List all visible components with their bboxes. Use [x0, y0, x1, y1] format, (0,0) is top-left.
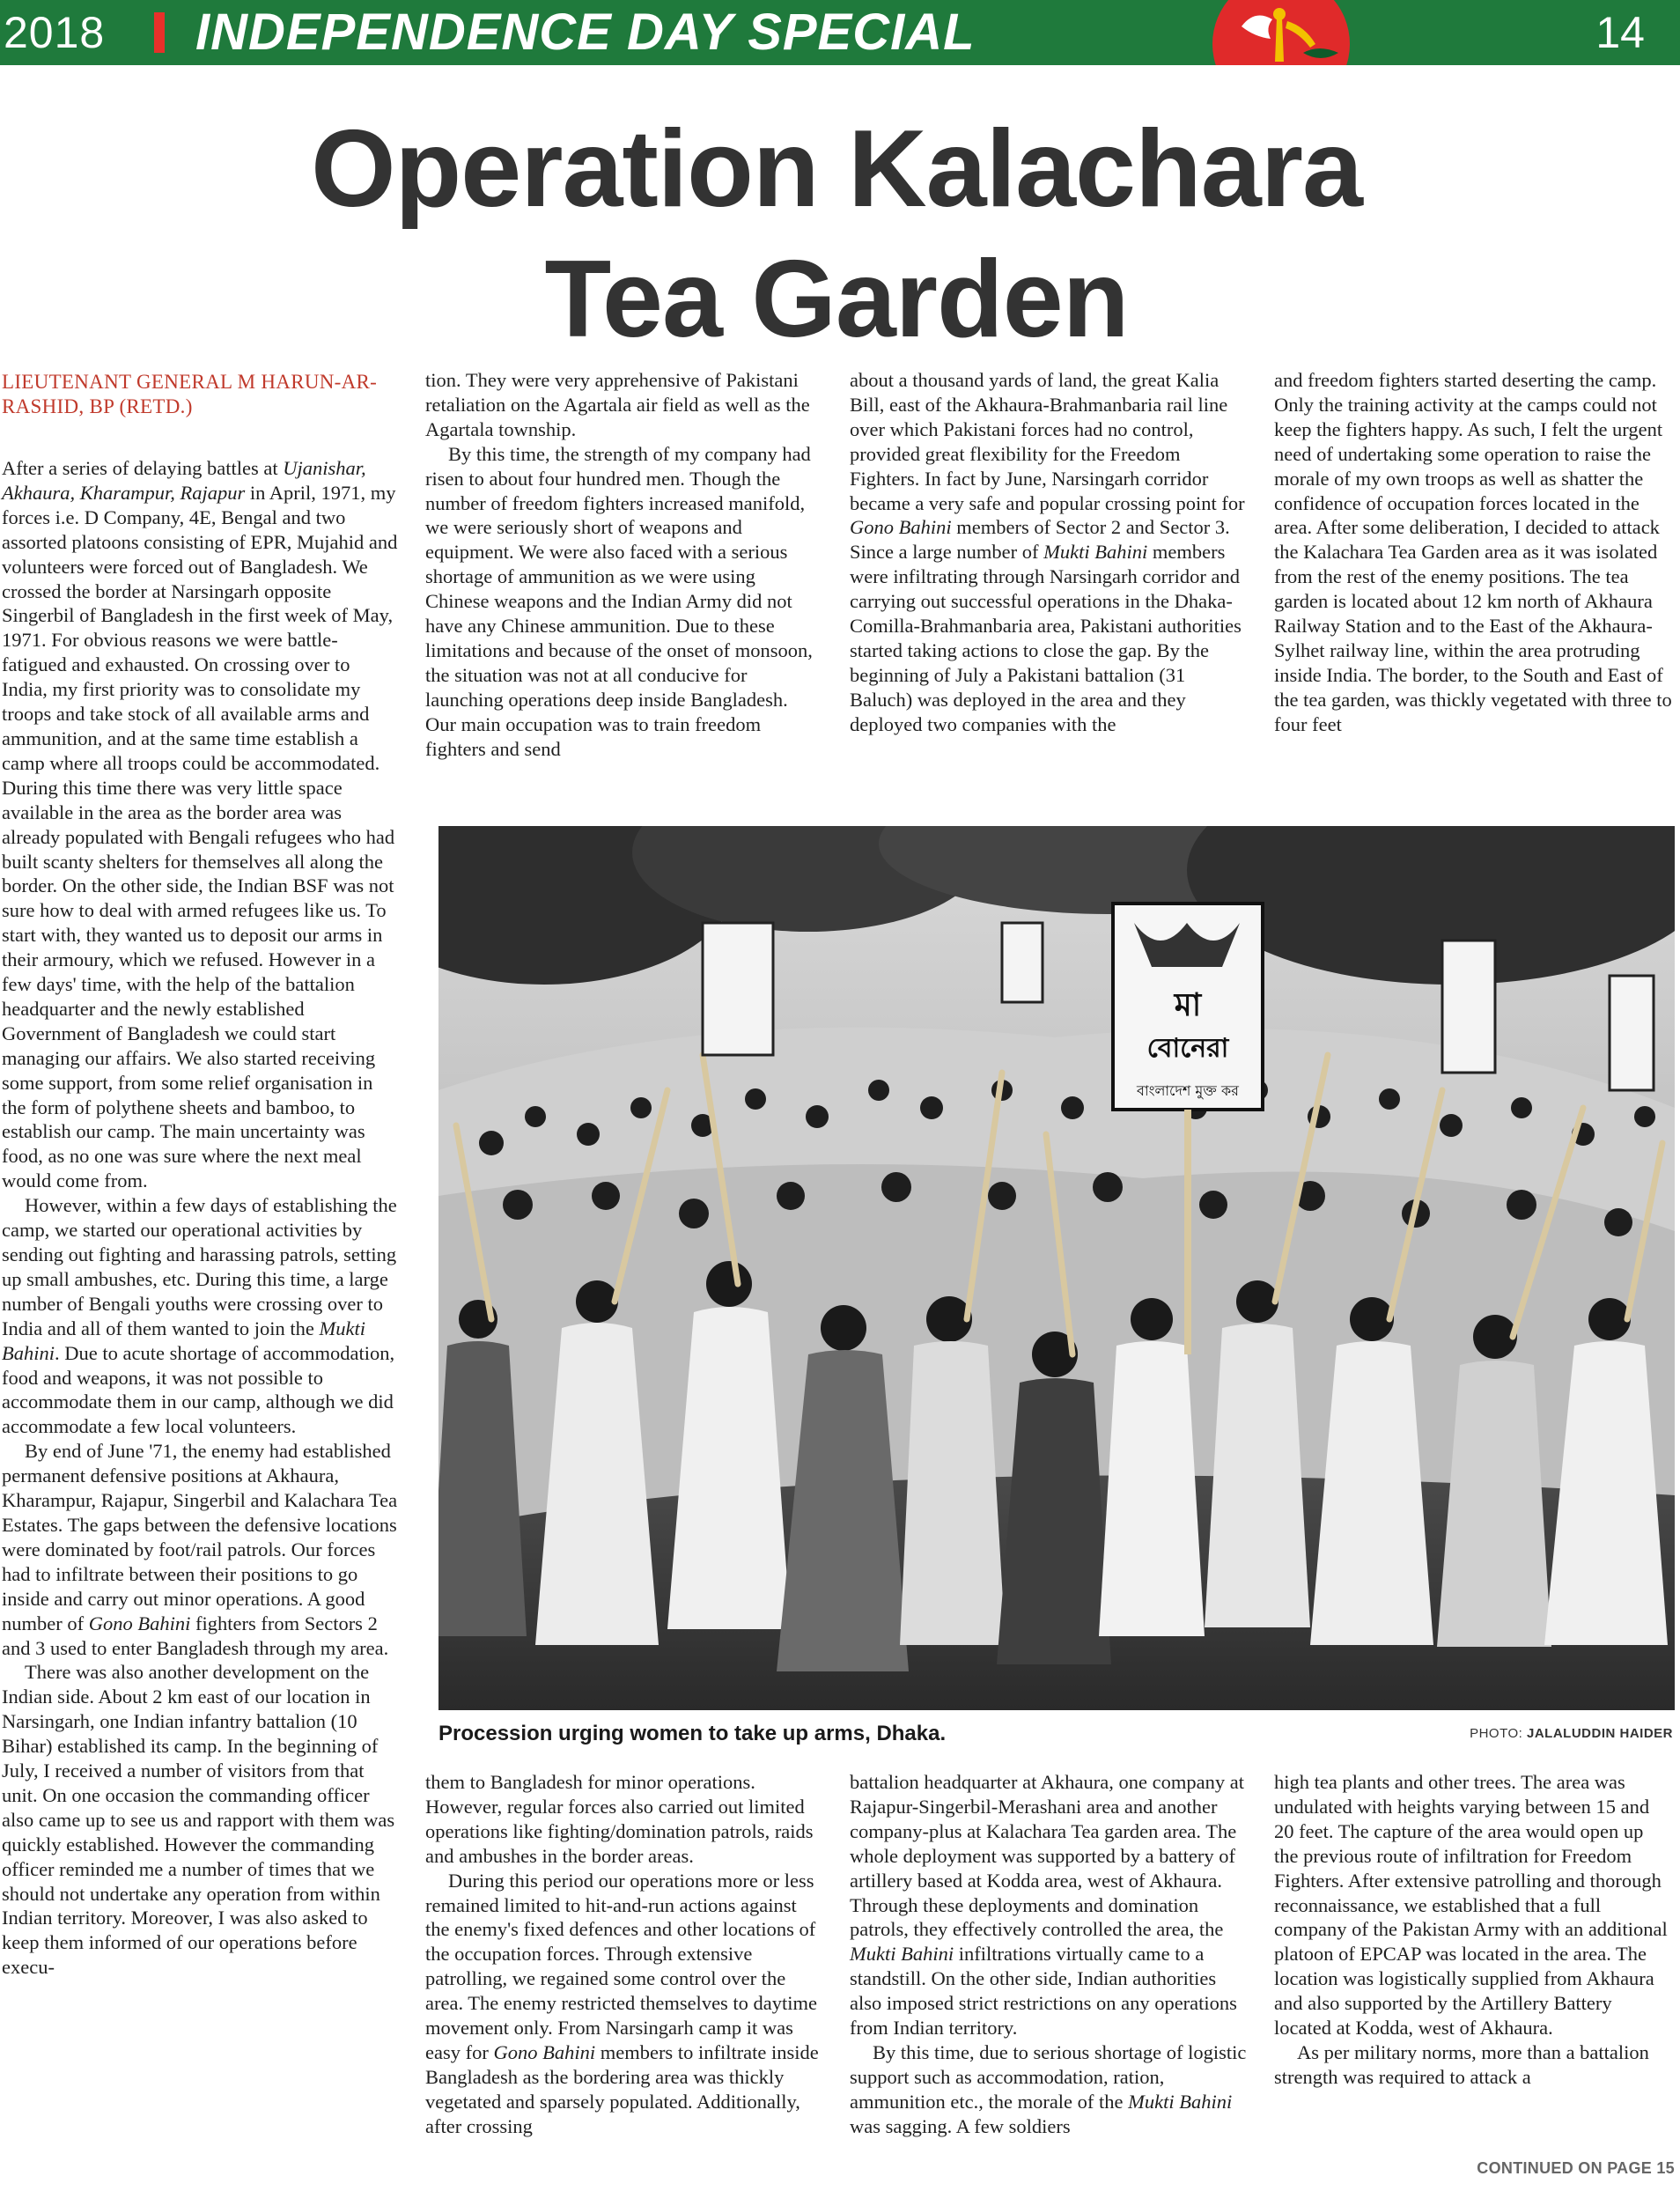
- col3-bottom-paragraph-1: battalion headquarter at Akhaura, one company at Rajapur-Singerbil-Merashani area and another company-plus at Kalachara Tea garden area. The whole deployment was supported by a battery of artillery based at Kodda area, west of Akhaura. Through these deployments and domination patrols, they effectively controlled the area, the Mukti Bahini infiltrations virtually came to a standstill. On the other side, Indian authorities also imposed strict restrictions on any operations from Indian territory.: [850, 1771, 1244, 2040]
- photo-credit: [1470, 1726, 1673, 1741]
- headline-line-1: Operation Kalachara: [311, 108, 1362, 230]
- placard-text-top: মা: [1174, 987, 1202, 1023]
- header-separator: [154, 12, 165, 53]
- col1-paragraph-1: After a series of delaying battles at Ujanishar, Akhaura, Kharampur, Rajapur in April, 1971, my forces i.e. D Company, 4E, Bengal and two assorted platoons consisting of EPR, Mujahid and volunteers were forced out of Bangladesh. We crossed the border at Narsingarh opposite Singerbil of Bangladesh in the first week of May, 1971. For obvious reasons we were battle-fatigued and exhausted. On crossing over to India, my first priority was to consolidate my troops and take stock of all available arms and ammunition, and at the same time establish a camp where all troops could be accommodated. During this time there was very little space available in the area as the border area was already populated with Bengali refugees who had built scanty shelters for themselves all along the border. On the other side, the Indian BSF was not sure how to deal with armed refugees like us. To start with, they wanted us to deposit our arms in their armoury, which we refused. However in a few days' time, with the help of the battalion headquarter and the newly established Government of Bangladesh we could start managing our affairs. We also started receiving some support, from some relief organisation in the form of polythene sheets and bamboo, to establish our camp. The main uncertainty was food, as no one was sure where the next meal would come from.: [2, 457, 398, 1192]
- article-column-3-bottom: [850, 1770, 1248, 2139]
- col1-paragraph-3: By end of June '71, the enemy had established permanent defensive positions at Akhaura, Kharampur, Rajapur, Singerbil and Kalachara Tea Estates. The gaps between the defensive locations were dominated by foot/rail patrols. Our forces had to infiltrate between their positions to go inside and carry out minor operations. A good number of Gono Bahini fighters from Sectors 2 and 3 used to enter Bangladesh through my area.: [2, 1440, 398, 1659]
- article-column-4-top: [1274, 368, 1672, 737]
- photo-credit-label: PHOTO:: [1470, 1726, 1523, 1741]
- article-column-3-top: [850, 368, 1248, 737]
- col1-paragraph-2: However, within a few days of establishing the camp, we started our operational activities by sending out fighting and harassing patrols, setting up small ambushes, etc. During this time, a large number of Bengali youths were crossing over to India and all of them wanted to join the Mukti Bahini. Due to acute shortage of accommodation, food and weapons, it was not possible to accommodate them in our camp, although we did accommodate a few local volunteers.: [2, 1194, 397, 1438]
- byline: LIEUTENANT GENERAL M HARUN-AR-RASHID, BP (RETD.): [2, 371, 378, 417]
- procession-photo: [438, 826, 1675, 1710]
- independence-emblem-icon: [1180, 0, 1382, 65]
- col2-top-paragraph-1: tion. They were very apprehensive of Pakistani retaliation on the Agartala air field as well as the Agartala township.: [425, 369, 810, 440]
- placard-text-bottom: বাংলাদেশ মুক্ত কর: [1137, 1082, 1239, 1099]
- article-headline: [264, 104, 1409, 365]
- photo-credit-name: JALALUDDIN HAIDER: [1527, 1726, 1673, 1741]
- photo-caption: Procession urging women to take up arms, Dhaka.: [438, 1722, 947, 1745]
- article-column-4-bottom: [1274, 1770, 1672, 2090]
- col2-top-paragraph-2: By this time, the strength of my company had risen to about four hundred men. Though the number of freedom fighters increased manifold, we were seriously short of weapons and equipment. We were also faced with a serious shortage of ammunition as we were using Chinese weapons and the Indian Army did not have any Chinese ammunition. Due to these limitations and because of the onset of monsoon, the situation was not at all conducive for launching operations deep inside Bangladesh. Our main occupation was to train freedom fighters and send: [425, 442, 813, 760]
- article-column-2-top: [425, 368, 823, 762]
- headline-line-2: Tea Garden: [544, 239, 1129, 360]
- section-title: INDEPENDENCE DAY SPECIAL: [195, 4, 976, 61]
- continued-link[interactable]: CONTINUED ON PAGE 15: [1477, 2159, 1675, 2177]
- issue-year: 2018: [4, 8, 106, 57]
- placard-text-middle: বোনেরা: [1146, 1033, 1229, 1064]
- article-column-1: [2, 370, 400, 1980]
- col4-bottom-paragraph-1: high tea plants and other trees. The area was undulated with heights varying between 15 and 20 feet. The capture of the area would open up the previous route of infiltration for Freedom Fighters. After extensive patrolling and thorough reconnaissance, we established that a full company of the Pakistan Army with an additional platoon of EPCAP was located in the area. The location was logistically supplied from Akhaura and also supported by the Artillery Battery located at Kodda, west of Akhaura.: [1274, 1771, 1668, 2040]
- col2-bottom-paragraph-1: them to Bangladesh for minor operations. However, regular forces also carried out limited operations like fighting/domination patrols, raids and ambushes in the border areas.: [425, 1771, 814, 1867]
- section-header-band: [0, 0, 1680, 65]
- col1-paragraph-4: There was also another development on the Indian side. About 2 km east of our location in Narsingarh, one Indian infantry battalion (10 Bihar) established its camp. In the beginning of July, I received a number of visitors from that unit. On one occasion the commanding officer also came up to see us and rapport with them was quickly established. However the commanding officer reminded me a number of times that we should not undertake any operation from within Indian territory. Moreover, I was also asked to keep them informed of our operations before execu-: [2, 1661, 395, 1979]
- article-column-2-bottom: [425, 1770, 823, 2139]
- col3-top-paragraph-1: about a thousand yards of land, the great Kalia Bill, east of the Akhaura-Brahmanbaria rail line over which Pakistani forces had no control, provided great flexibility for the Freedom Fighters. In fact by June, Narsingarh corridor became a very safe and popular crossing point for Gono Bahini members of Sector 2 and Sector 3. Since a large number of Mukti Bahini members were infiltrating through Narsingarh corridor and carrying out successful operations in the Dhaka-Comilla-Brahmanbaria area, Pakistani authorities started taking actions to close the gap. By the beginning of July a Pakistani battalion (31 Baluch) was deployed in the area and they deployed two companies with the: [850, 369, 1245, 735]
- col3-bottom-paragraph-2: By this time, due to serious shortage of logistic support such as accommodation, ration, ammunition etc., the morale of the Mukti Bahini was sagging. A few soldiers: [850, 2040, 1247, 2137]
- col4-top-paragraph-1: and freedom fighters started deserting the camp. Only the training activity at the camps could not keep the fighters happy. As such, I felt the urgent need of undertaking some operation to raise the morale of my own troops as well as shatter the confidence of occupation forces located in the area. After some deliberation, I decided to attack the Kalachara Tea Garden area as it was isolated from the rest of the enemy positions. The tea garden is located about 12 km north of Akhaura Railway Station and to the East of the Akhaura-Sylhet railway line, within the area protruding inside India. The border, to the South and East of the tea garden, was thickly vegetated with three to four feet: [1274, 369, 1672, 735]
- col4-bottom-paragraph-2: As per military norms, more than a battalion strength was required to attack a: [1274, 2040, 1649, 2088]
- procession-photo-illustration: [438, 826, 1675, 1710]
- col2-bottom-paragraph-2: During this period our operations more or less remained limited to hit-and-run actions against the enemy's fixed defences and other locations of the occupation forces. Through extensive patrolling, we regained some control over the area. The enemy restricted themselves to daytime movement only. From Narsingarh camp it was easy for Gono Bahini members to infiltrate inside Bangladesh as the bordering area was thickly vegetated and sparsely populated. Additionally, after crossing: [425, 1869, 819, 2137]
- page-number: 14: [1595, 8, 1645, 57]
